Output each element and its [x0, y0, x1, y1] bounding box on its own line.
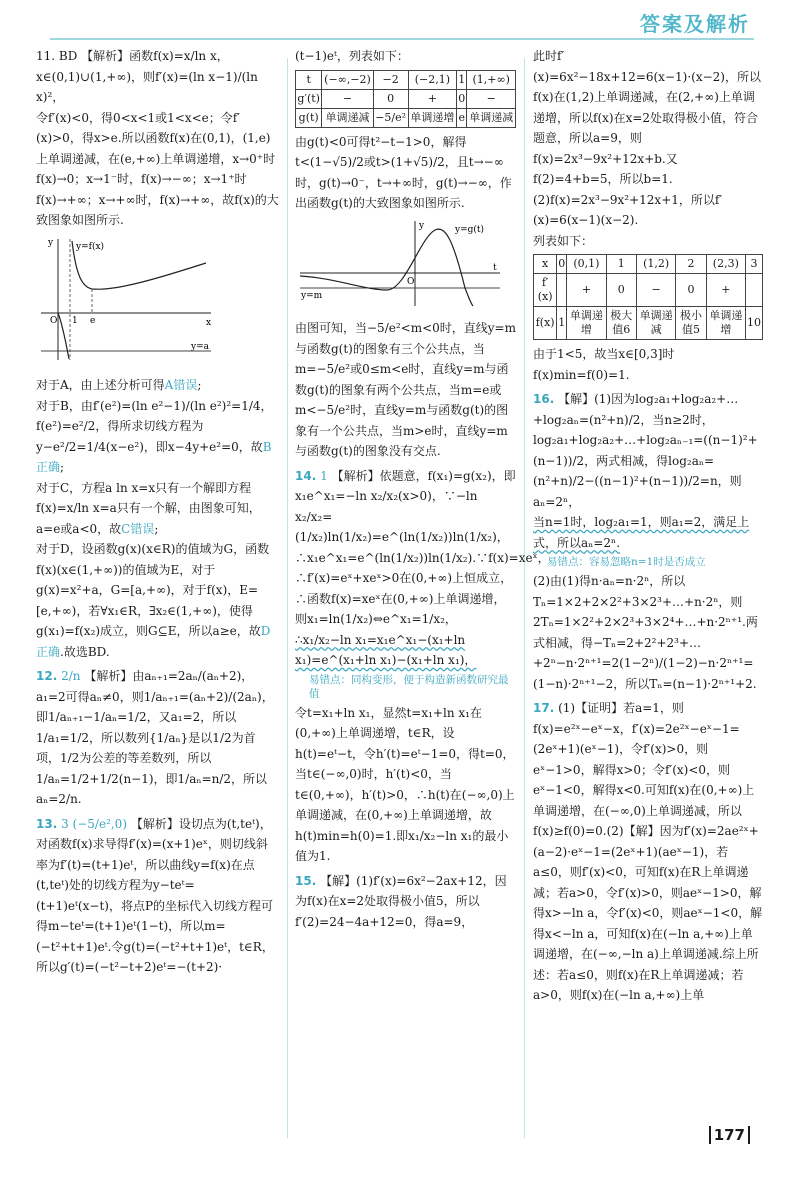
q16-key-step: 当n=1时，log₂a₁=1，则a₁=2，满足上式，所以aₙ=2ⁿ.: [533, 515, 750, 550]
f-table: [533, 254, 763, 340]
column-divider: [524, 58, 525, 1138]
q11-intro: 11. BD 【解析】函数f(x)=x/ln x，x∈(0,1)∪(1,+∞)，则f′(x)=(ln x−1)/(ln x)²，: [36, 49, 258, 104]
table-row: g(t) 单调递减 −5/e² 单调递增 e 单调递减: [296, 108, 516, 127]
column-1: [36, 46, 279, 978]
label-ym: y=m: [301, 290, 323, 301]
table-row: f′(x) + 0 − 0 +: [534, 274, 763, 307]
q13-cont: (t−1)eᵗ，列表如下：: [295, 49, 409, 63]
column-divider: [287, 58, 288, 1138]
q14-key-step: ∴x₁/x₂−ln x₁=x₁e^x₁−(x₁+ln x₁)=e^(x₁+ln x₁)−(x₁+ln x₁)，: [295, 632, 477, 667]
label-t: t: [493, 262, 497, 273]
header-rule: [50, 38, 754, 40]
table-row: g′(t) − 0 + 0 −: [296, 89, 516, 108]
q16-cont: (2)由(1)得n·aₙ=n·2ⁿ，所以Tₙ=1×2+2×2²+3×2³+…+n·2ⁿ，则2Tₙ=1×2²+2×2³+3×2⁴+…+n·2ⁿ⁺¹.两式相减，得−Tₙ=2+2²+2³+…+2ⁿ−n·2ⁿ⁺¹=2(1−2ⁿ)/(1−2)−n·2ⁿ⁺¹=(1−n)·2ⁿ⁺¹−2，所以Tₙ=(n−1)·2ⁿ⁺¹+2.: [533, 574, 758, 691]
label-ya: y=a: [191, 341, 209, 352]
label-x: x: [206, 317, 212, 328]
q15-cont: 此时f′(x)=6x²−18x+12=6(x−1)·(x−2)，所以f(x)在(1,2)上单调递减，在(2,+∞)上单调递增，所以f(x)在x=2处取得极小值，符合题意，所以a=9，则f(x)=2x³−9x²+12x+b.又f(2)=4+b=5，所以b=1.: [533, 49, 761, 186]
q11-option-a: 对于A，由上述分析可得A错误;: [36, 378, 202, 392]
q16-tip: 易错点：容易忽略n=1时是否成立: [547, 556, 706, 568]
label-origin: O: [407, 276, 415, 287]
q14-tip: 易错点：同构变形，便于构造新函数研究最值: [309, 673, 509, 700]
q15-table-intro: 列表如下：: [533, 233, 594, 248]
q11-option-b-cont: f(e²)=e²/2，得所求切线方程为y−e²/2=1/4(x−e²)，即x−4y+e²=0，故B正确;: [36, 419, 272, 474]
label-y: y: [48, 237, 54, 248]
gt-curve: [300, 229, 473, 306]
table-row: t (−∞,−2) −2 (−2,1) 1 (1,+∞): [296, 70, 516, 89]
q11-option-b: 对于B，由f′(e²)=(ln e²−1)/(ln e²)²=1/4，: [36, 398, 273, 413]
column-2: [295, 46, 550, 932]
table-row: x 0 (0,1) 1 (1,2) 2 (2,3) 3: [534, 255, 763, 274]
fx-graph: [36, 235, 216, 365]
q13-conclusion: 由图可知，当−5/e²<m<0时，直线y=m与函数g(t)的图象有三个公共点，当m=−5/e²或0≤m<e时，直线y=m与函数g(t)的图象有两个公共点，当m=e或m<−5/e²时，直线y=m与函数g(t)的图象有一个公共点，当m>e时，直线y=m与函数g(t)的图象没有交点.: [295, 321, 516, 458]
q11-option-d: 对于D，设函数g(x)(x∈R)的值域为G，函数f(x)(x∈(1,+∞))的值域为E，对于g(x)=x²+a，G=[a,+∞)，对于f(x)，E=[e,+∞)，若∀x₁∈R，∃x₂∈(1,+∞)，使得g(x₁)=f(x₂)成立，则G⊆E，所以a≥e，故D正确.故选BD.: [36, 542, 271, 659]
q13-analysis: 由g(t)<0可得t²−t−1>0，解得t<(1−√5)/2或t>(1+√5)/2，且t→−∞时，g(t)→0⁻，t→+∞时，g(t)→−∞，作出函数g(t)的大致图象如图所示.: [295, 134, 512, 210]
page-header-title: 答案及解析: [640, 12, 750, 36]
q17: 17. (1)【证明】若a=1，则f(x)=e²ˣ−eˣ−x，f′(x)=2e²ˣ−eˣ−1=(2eˣ+1)(eˣ−1)，令f′(x)>0，则eˣ−1>0，解得x>0；令f′(x)<0，则eˣ−1<0，解得x<0.可知f(x)在(0,+∞)上单调递增，在(−∞,0)上单调递减，所以f(x)≥f(0)=0.(2)【解】因为f′(x)=2ae²ˣ+(a−2)·eˣ−1=(2eˣ+1)(aeˣ−1)，若a≤0，则f′(x)<0，可知f(x)在R上单调递减；若a>0，令f′(x)>0，则aeˣ−1>0，解得x>−ln a，令f′(x)<0，则aeˣ−1<0，解得x<−ln a，可知f(x)在(−ln a,+∞)上单调递增，在(−∞,−ln a)上单调递减.综上所述：若a≤0，则f(x)在R上单调递减；若a>0，则f(x)在(−ln a,+∞)上单: [533, 701, 763, 1002]
q15-conclusion: 由于1<5，故当x∈[0,3]时f(x)min=f(0)=1.: [533, 347, 675, 382]
q14-cont: 令t=x₁+ln x₁，显然t=x₁+ln x₁在(0,+∞)上单调递增，t∈R，设h(t)=eᵗ−t，令h′(t)=eᵗ−1=0，得t=0，当t∈(−∞,0)时，h′(t)<0，当t∈(0,+∞)，h′(t)>0，∴h(t)在(−∞,0)上单调递减，在(0,+∞)上单调递增，故h(t)min=h(0)=1.即x₁/x₂−ln x₁的最小值为1.: [295, 705, 515, 863]
q11-analysis: 令f′(x)<0，得0<x<1或1<x<e；令f′(x)>0，得x>e.所以函数f(x)在(0,1)，(1,e)上单调递减，在(e,+∞)上单调递增，x→0⁺时f(x)→0；x→1⁻时，f(x)→−∞；x→1⁺时f(x)→+∞；x→+∞时，f(x)→+∞，故f(x)的大致图象如图所示.: [36, 110, 279, 227]
q13: 13. 3 (−5/e²,0) 【解析】设切点为(t,teᵗ)，对函数f(x)求导得f′(x)=(x+1)eˣ，则切线斜率为f′(t)=(t+1)eᵗ，所以曲线y=f(x)在点(t,teᵗ)处的切线方程为y−teᵗ=(t+1)eᵗ(x−t)，将点P的坐标代入切线方程可得m−teᵗ=(t+1)eᵗ(1−t)，所以m=(−t²+t+1)eᵗ.令g(t)=(−t²+t+1)eᵗ，t∈R，所以g′(t)=(−t²−t+2)eᵗ=−(t+2)·: [36, 816, 274, 974]
table-row: f(x) 1 单调递增 极大值6 单调递减 极小值5 单调递增 10: [534, 307, 763, 340]
q15: 15. 【解】(1)f′(x)=6x²−2ax+12，因为f(x)在x=2处取得极小值5，所以f′(2)=24−4a+12=0，得a=9，: [295, 873, 507, 929]
q16: 16. 【解】(1)因为log₂a₁+log₂a₂+…+log₂aₙ=(n²+n)/2，当n≥2时，log₂a₁+log₂a₂+…+log₂aₙ₋₁=((n−1)²+(n−1))/2，两式相减，得log₂aₙ=(n²+n)/2−((n−1)²+(n−1))/2=n，则aₙ=2ⁿ，: [533, 392, 758, 509]
tick-1: 1: [72, 315, 78, 326]
label-origin: O: [50, 315, 58, 326]
q12: 12. 2/n 【解析】由aₙ₊₁=2aₙ/(aₙ+2)，a₁=2可得aₙ≠0，则1/aₙ₊₁=(aₙ+2)/(2aₙ)，即1/aₙ₊₁−1/aₙ=1/2，又a₁=2，所以1/a₁=1/2，所以数列{1/aₙ}是以1/2为首项，1/2为公差的等差数列，所以1/aₙ=1/2+1/2(n−1)，即1/aₙ=n/2，所以aₙ=2/n.: [36, 669, 274, 806]
label-ygt: y=g(t): [455, 224, 485, 235]
q14: 14. 1 【解析】依题意，f(x₁)=g(x₂)，即x₁e^x₁=−ln x₂/x₂(x>0)，∵−ln x₂/x₂=(1/x₂)ln(1/x₂)=e^(ln(1/x₂))ln(1/x₂)，∴x₁e^x₁=e^(ln(1/x₂))ln(1/x₂).∵f(x)=xeˣ，∴f′(x)=eˣ+xeˣ>0在(0,+∞)上恒成立，∴函数f(x)=xeˣ在(0,+∞)上单调递增，则x₁=ln(1/x₂)⇔e^x₁=1/x₂，: [295, 468, 550, 626]
tick-e: e: [90, 315, 96, 326]
column-3: [533, 46, 763, 1006]
page-number: 177: [709, 1126, 750, 1144]
q15-part2: (2)f(x)=2x³−9x²+12x+1，所以f′(x)=6(x−1)(x−2).: [533, 192, 723, 227]
curve-left: [58, 313, 69, 359]
q11-option-c: 对于C，方程a ln x=x只有一个解即方程f(x)=x/ln x=a只有一个解，由图象可知，a=e或a<0，故C错误;: [36, 480, 261, 536]
gt-graph: [295, 218, 505, 308]
label-yfx: y=f(x): [76, 241, 105, 252]
g-table: [295, 70, 516, 128]
label-y: y: [419, 220, 425, 231]
